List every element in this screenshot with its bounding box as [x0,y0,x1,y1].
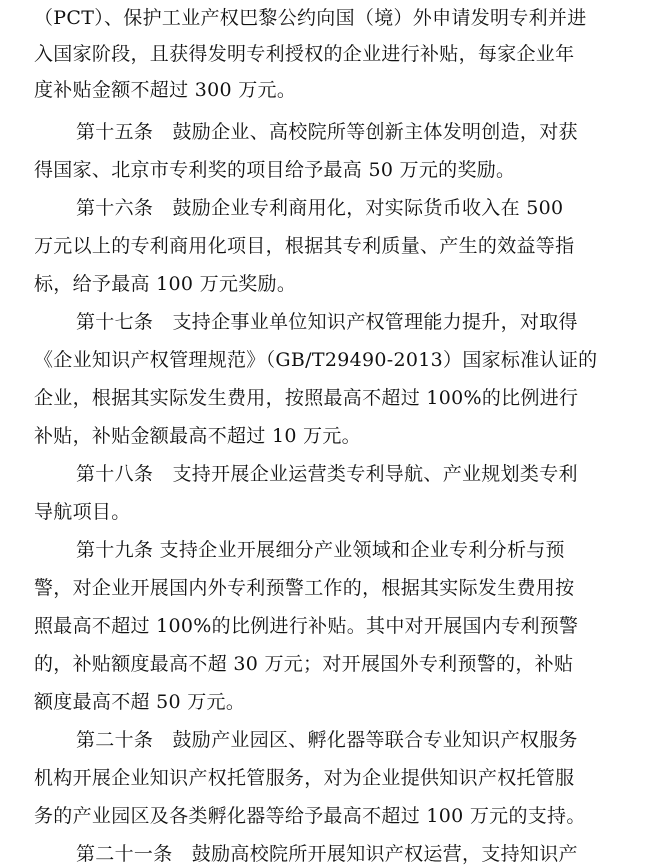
article-21-line-1: 第二十一条 鼓励高校院所开展知识产权运营，支持知识产 [76,843,578,865]
article-15-line-1: 第十五条 鼓励企业、高校院所等创新主体发明创造，对获 [76,121,578,143]
text-line-18: 的，补贴额度最高不超 30 万元；对开展国外专利预警的，补贴 [34,653,574,675]
text-line-16: 警，对企业开展国内外专利预警工作的，根据其实际发生费用按 [34,577,575,599]
text-line-5: 得国家、北京市专利奖的项目给予最高 50 万元的奖励。 [34,159,516,181]
text-line-3: 度补贴金额不超过 300 万元。 [34,79,297,101]
text-line-8: 标，给予最高 100 万元奖励。 [34,273,297,295]
text-line-2: 入国家阶段，且获得发明专利授权的企业进行补贴，每家企业年 [34,43,575,65]
text-line-14: 导航项目。 [34,501,131,523]
text-line-12: 补贴，补贴金额最高不超过 10 万元。 [34,425,361,447]
text-line-7: 万元以上的专利商用化项目，根据其专利质量、产生的效益等指 [34,235,575,257]
text-line-11: 企业，根据其实际发生费用，按照最高不超过 100%的比例进行 [34,387,579,409]
article-19-line-1: 第十九条 支持企业开展细分产业领域和企业专利分析与预 [76,539,565,561]
text-line-22: 务的产业园区及各类孵化器等给予最高不超过 100 万元的支持。 [34,805,586,827]
text-line-1: （PCT）、保护工业产权巴黎公约向国（境）外申请发明专利并进 [34,7,587,29]
text-line-21: 机构开展企业知识产权托管服务，对为企业提供知识产权托管服 [34,767,575,789]
text-line-19: 额度最高不超 50 万元。 [34,691,246,713]
article-20-line-1: 第二十条 鼓励产业园区、孵化器等联合专业知识产权服务 [76,729,578,751]
article-16-line-1: 第十六条 鼓励企业专利商用化，对实际货币收入在 500 [76,197,564,219]
text-line-17: 照最高不超过 100%的比例进行补贴。其中对开展国内专利预警 [34,615,579,637]
text-line-10: 《企业知识产权管理规范》（GB/T29490-2013）国家标准认证的 [34,349,598,371]
article-18-line-1: 第十八条 支持开展企业运营类专利导航、产业规划类专利 [76,463,578,485]
article-17-line-1: 第十七条 支持企事业单位知识产权管理能力提升，对取得 [76,311,578,333]
